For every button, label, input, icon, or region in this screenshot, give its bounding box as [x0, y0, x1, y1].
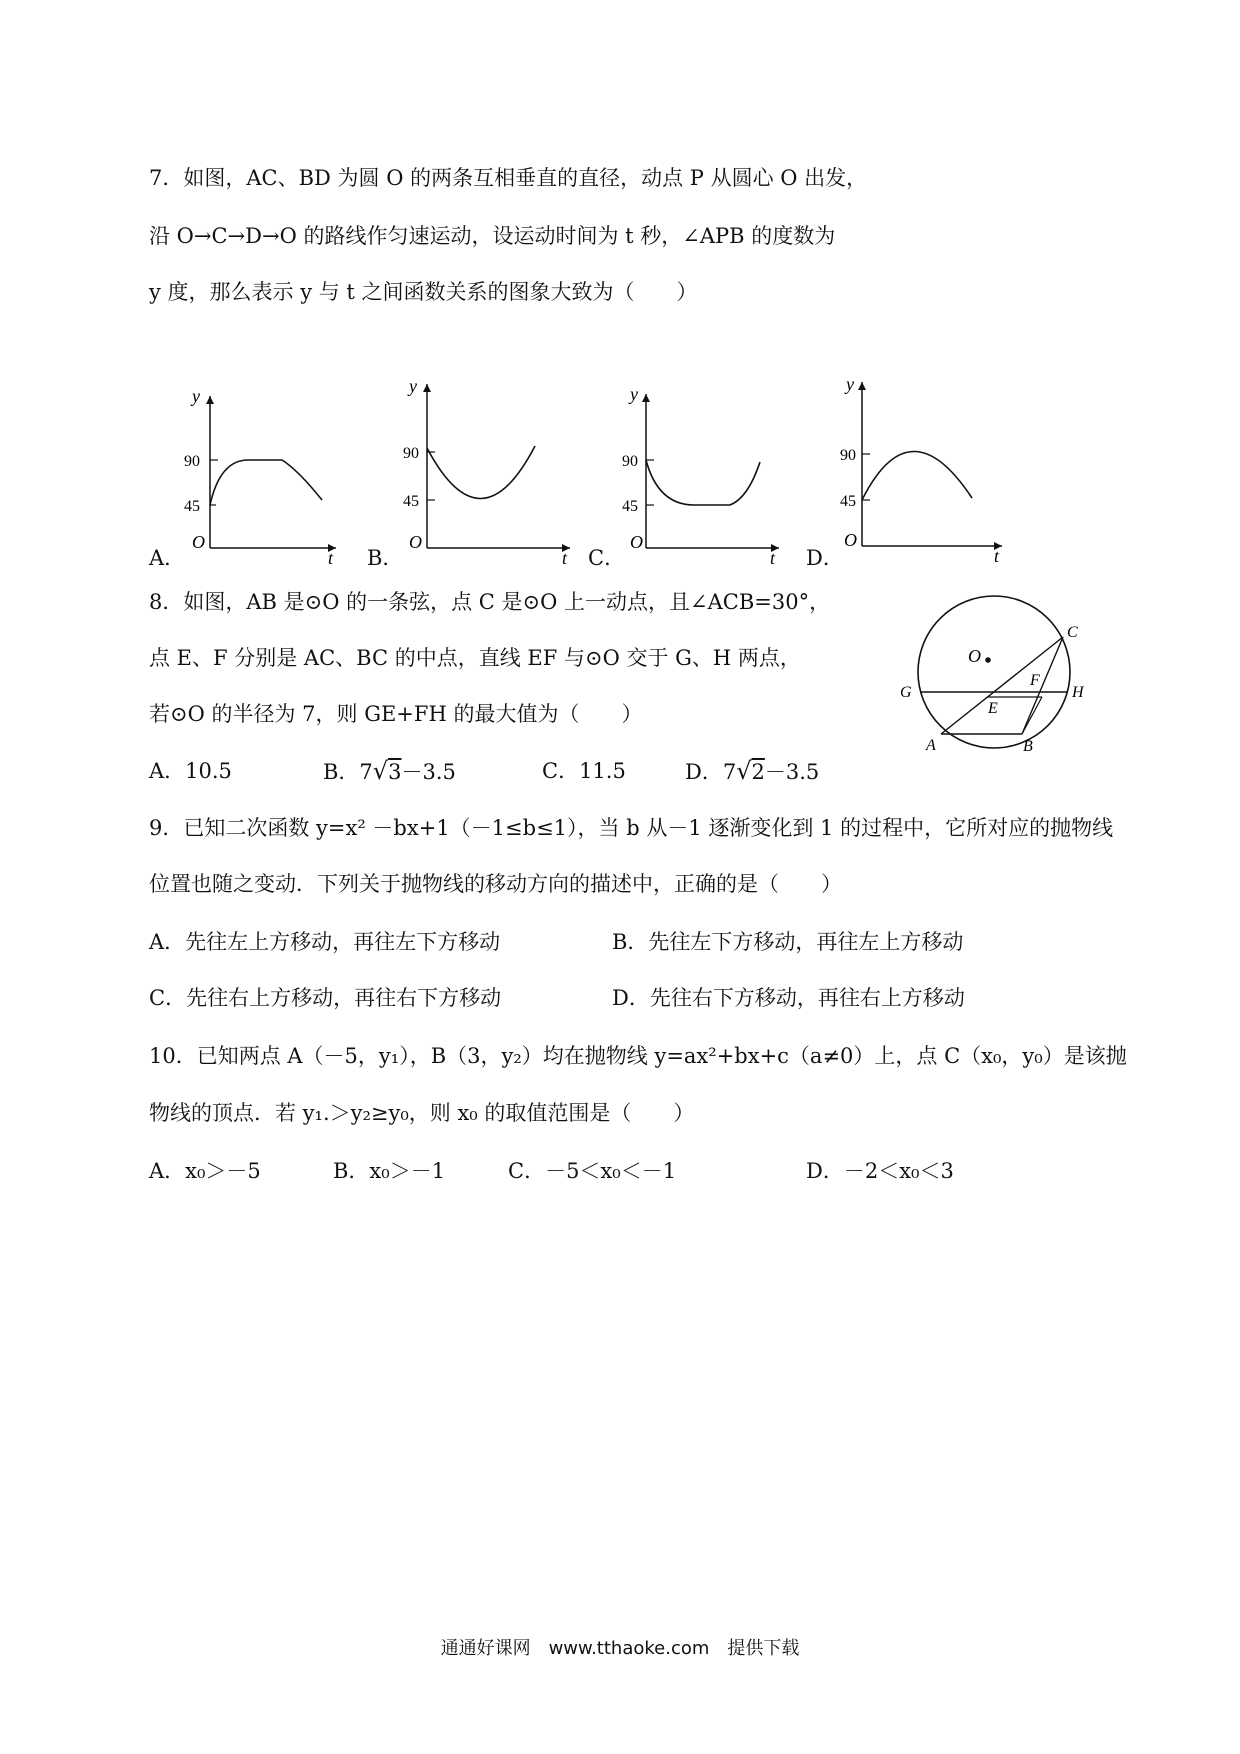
tick-90: 90	[184, 453, 200, 470]
q8-option-d-suffix: －3.5	[764, 760, 820, 784]
label-f: F	[1030, 672, 1040, 689]
q8-circle-figure	[880, 600, 1100, 760]
q8-option-d: D．7√2－3.5	[685, 757, 820, 785]
origin-label: O	[409, 532, 422, 552]
label-e: E	[988, 700, 998, 717]
q7-graph-b	[405, 374, 580, 566]
q10-option-b: B．x₀＞－1	[333, 1159, 446, 1183]
q9-option-d: D．先往右下方移动，再往右上方移动	[612, 986, 965, 1010]
tick-90: 90	[840, 447, 856, 464]
q9-line1: 9．已知二次函数 y=x² －bx+1（－1≤b≤1），当 b 从－1 逐渐变化到 1 的过程中，它所对应的抛物线	[149, 816, 1114, 840]
q10-line2: 物线的顶点．若 y₁.＞y₂≥y₀，则 x₀ 的取值范围是（ ）	[149, 1101, 695, 1125]
tick-45: 45	[403, 493, 419, 510]
q8-line3: 若⊙O 的半径为 7，则 GE+FH 的最大值为（ ）	[149, 702, 643, 726]
q7-option-b-label: B．	[367, 546, 404, 570]
y-axis-label: y	[630, 384, 638, 404]
label-h: H	[1072, 684, 1084, 701]
q7-line3: y 度，那么表示 y 与 t 之间函数关系的图象大致为（ ）	[149, 280, 698, 304]
tick-90: 90	[403, 445, 419, 462]
q8-option-b-suffix: －3.5	[401, 760, 456, 784]
footer-source: 通通好课网 www.tthaoke.com 提供下载	[440, 1638, 800, 1659]
q7-graph-d	[842, 372, 1012, 566]
q7-option-a-label: A．	[149, 546, 186, 570]
tick-45: 45	[184, 498, 200, 515]
q7-graph-a	[186, 386, 346, 566]
q8-line1: 8．如图，AB 是⊙O 的一条弦，点 C 是⊙O 上一动点，且∠ACB=30°，	[149, 590, 831, 614]
q10-line1: 10．已知两点 A（－5，y₁），B（3，y₂）均在抛物线 y=ax²+bx+c（a≠0）上，点 C（x₀，y₀）是该抛	[149, 1044, 1127, 1068]
q7-graph-c	[624, 384, 789, 566]
q7-option-c-label: C．	[588, 546, 626, 570]
q7-line2: 沿 O→C→D→O 的路线作匀速运动，设运动时间为 t 秒，∠APB 的度数为	[149, 224, 836, 248]
tick-45: 45	[622, 498, 638, 515]
q8-option-d-radicand: 2	[751, 760, 765, 784]
q7-line1: 7．如图，AC、BD 为圆 O 的两条互相垂直的直径，动点 P 从圆心 O 出发，	[149, 166, 868, 190]
label-a: A	[926, 737, 936, 754]
q8-option-d-prefix: D．7	[685, 760, 737, 784]
q9-option-a: A．先往左上方移动，再往左下方移动	[149, 930, 501, 954]
q10-option-d: D．－2＜x₀＜3	[806, 1159, 954, 1183]
origin-label: O	[630, 532, 643, 552]
origin-label: O	[192, 532, 205, 552]
q10-option-c: C．－5＜x₀＜－1	[508, 1159, 677, 1183]
label-b: B	[1023, 738, 1033, 755]
q8-option-b-radicand: 3	[388, 760, 402, 784]
q8-line2: 点 E、F 分别是 AC、BC 的中点，直线 EF 与⊙O 交于 G、H 两点，	[149, 646, 801, 670]
q7-option-d-label: D．	[806, 546, 844, 570]
x-axis-label: t	[770, 548, 776, 568]
q9-option-b: B．先往左下方移动，再往左上方移动	[612, 930, 964, 954]
q8-option-c: C．11.5	[542, 759, 626, 783]
q8-option-a: A．10.5	[149, 759, 232, 783]
tick-45: 45	[840, 493, 856, 510]
label-o: O	[968, 646, 981, 666]
q8-option-b-prefix: B．7	[323, 760, 373, 784]
q9-line2: 位置也随之变动．下列关于抛物线的移动方向的描述中，正确的是（ ）	[149, 872, 842, 896]
q9-option-c: C．先往右上方移动，再往右下方移动	[149, 986, 502, 1010]
q8-option-b: B．7√3－3.5	[323, 757, 456, 785]
label-c: C	[1067, 624, 1078, 641]
label-g: G	[900, 684, 912, 701]
q10-option-a: A．x₀＞－5	[149, 1159, 261, 1183]
y-axis-label: y	[192, 386, 200, 406]
x-axis-label: t	[994, 546, 1000, 566]
y-axis-label: y	[846, 374, 854, 394]
origin-label: O	[844, 530, 857, 550]
x-axis-label: t	[328, 548, 334, 568]
y-axis-label: y	[409, 376, 417, 396]
tick-90: 90	[622, 453, 638, 470]
x-axis-label: t	[562, 548, 568, 568]
